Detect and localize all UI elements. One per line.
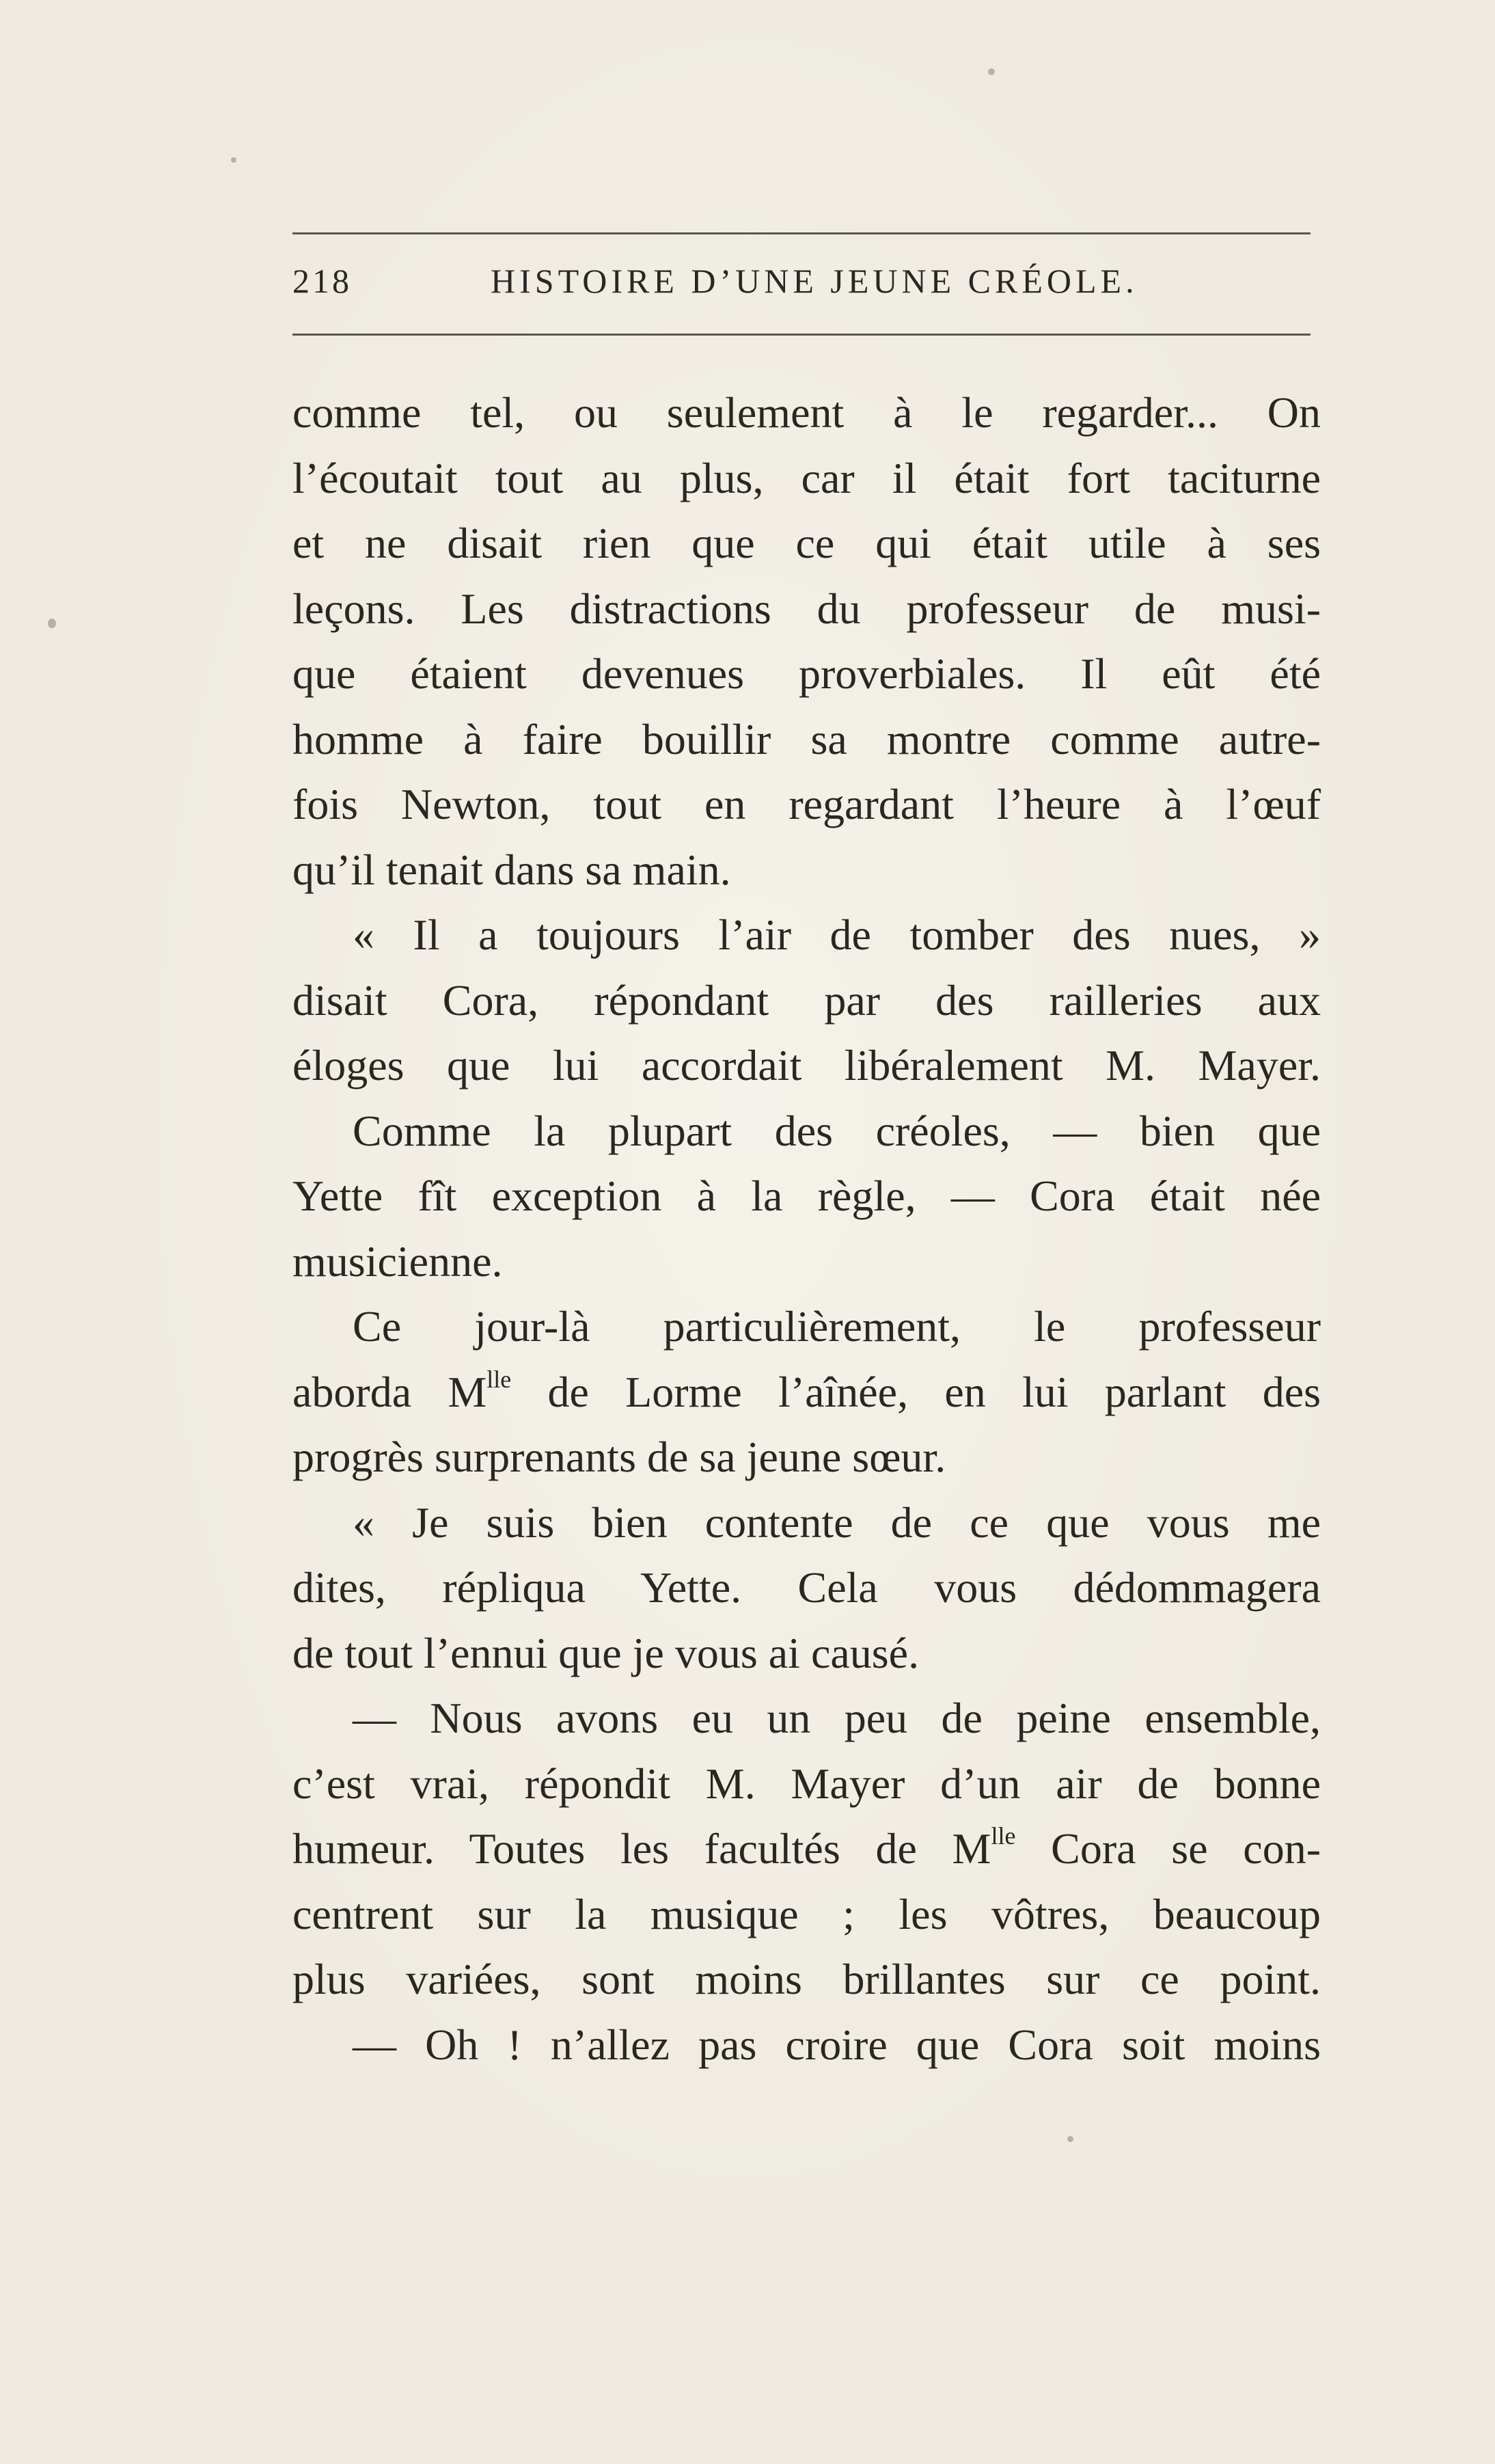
text-line: progrès surprenants de sa jeune sœur. [292, 1433, 946, 1481]
header-rule-bottom [292, 334, 1311, 336]
page-number: 218 [292, 262, 352, 300]
text-segment: humeur. Toutes les facultés de M [292, 1824, 991, 1873]
running-title: HISTOIRE D’UNE JEUNE CRÉOLE. [491, 262, 1138, 300]
text-line: musicienne. [292, 1236, 503, 1286]
text-line: homme à faire bouillir sa montre comme autre- [292, 714, 1321, 763]
text-line: et ne disait rien que ce qui était utile à ses [292, 519, 1321, 567]
text-line: centrent sur la musique ; les vôtres, beaucoup [292, 1889, 1321, 1938]
text-line: — Oh ! n’allez pas croire que Cora soit moins [353, 2020, 1321, 2069]
text-line: qu’il tenait dans sa main. [292, 845, 731, 894]
superscript-abbrev: lle [486, 1365, 512, 1393]
text-line [292, 1359, 1321, 1425]
superscript-abbrev: lle [991, 1822, 1016, 1850]
text-line: plus variées, sont moins brillantes sur ce point. [292, 1955, 1321, 2003]
body-text [292, 380, 1321, 2077]
text-line: de tout l’ennui que je vous ai causé. [292, 1628, 920, 1677]
text-line: que étaient devenues proverbiales. Il eût été [292, 649, 1321, 698]
paper-speck [231, 157, 236, 163]
text-line: éloges que lui accordait libéralement M. Mayer. [292, 1041, 1321, 1089]
paper-speck [48, 619, 56, 628]
text-line: comme tel, ou seulement à le regarder... On [292, 388, 1321, 437]
text-segment: de Lorme l’aînée, en lui parlant des [547, 1367, 1321, 1416]
text-line: fois Newton, tout en regardant l’heure à l’œuf [292, 780, 1321, 828]
paper-speck [1067, 2136, 1073, 2142]
text-line: « Je suis bien contente de ce que vous me [353, 1498, 1321, 1547]
text-line: Comme la plupart des créoles, — bien que [353, 1106, 1321, 1155]
text-line: Yette fît exception à la règle, — Cora était née [292, 1172, 1321, 1220]
text-line: Ce jour-là particulièrement, le professeur [353, 1302, 1321, 1351]
header-rule-top [292, 232, 1311, 234]
paper-speck [988, 68, 995, 75]
text-line: — Nous avons eu un peu de peine ensemble, [353, 1694, 1321, 1742]
text-line: l’écoutait tout au plus, car il était fort taciturne [292, 453, 1321, 502]
text-line [292, 1816, 1321, 1882]
text-line: leçons. Les distractions du professeur de musi- [292, 584, 1321, 633]
text-line: disait Cora, répondant par des railleries aux [292, 975, 1321, 1025]
running-head [292, 261, 1311, 309]
text-line: « Il a toujours l’air de tomber des nues, » [353, 910, 1321, 959]
text-line: dites, répliqua Yette. Cela vous dédommagera [292, 1563, 1321, 1612]
text-line: c’est vrai, répondit M. Mayer d’un air de bonne [292, 1759, 1321, 1808]
text-segment: aborda M [292, 1367, 487, 1416]
text-segment: Cora se con- [1051, 1824, 1321, 1873]
